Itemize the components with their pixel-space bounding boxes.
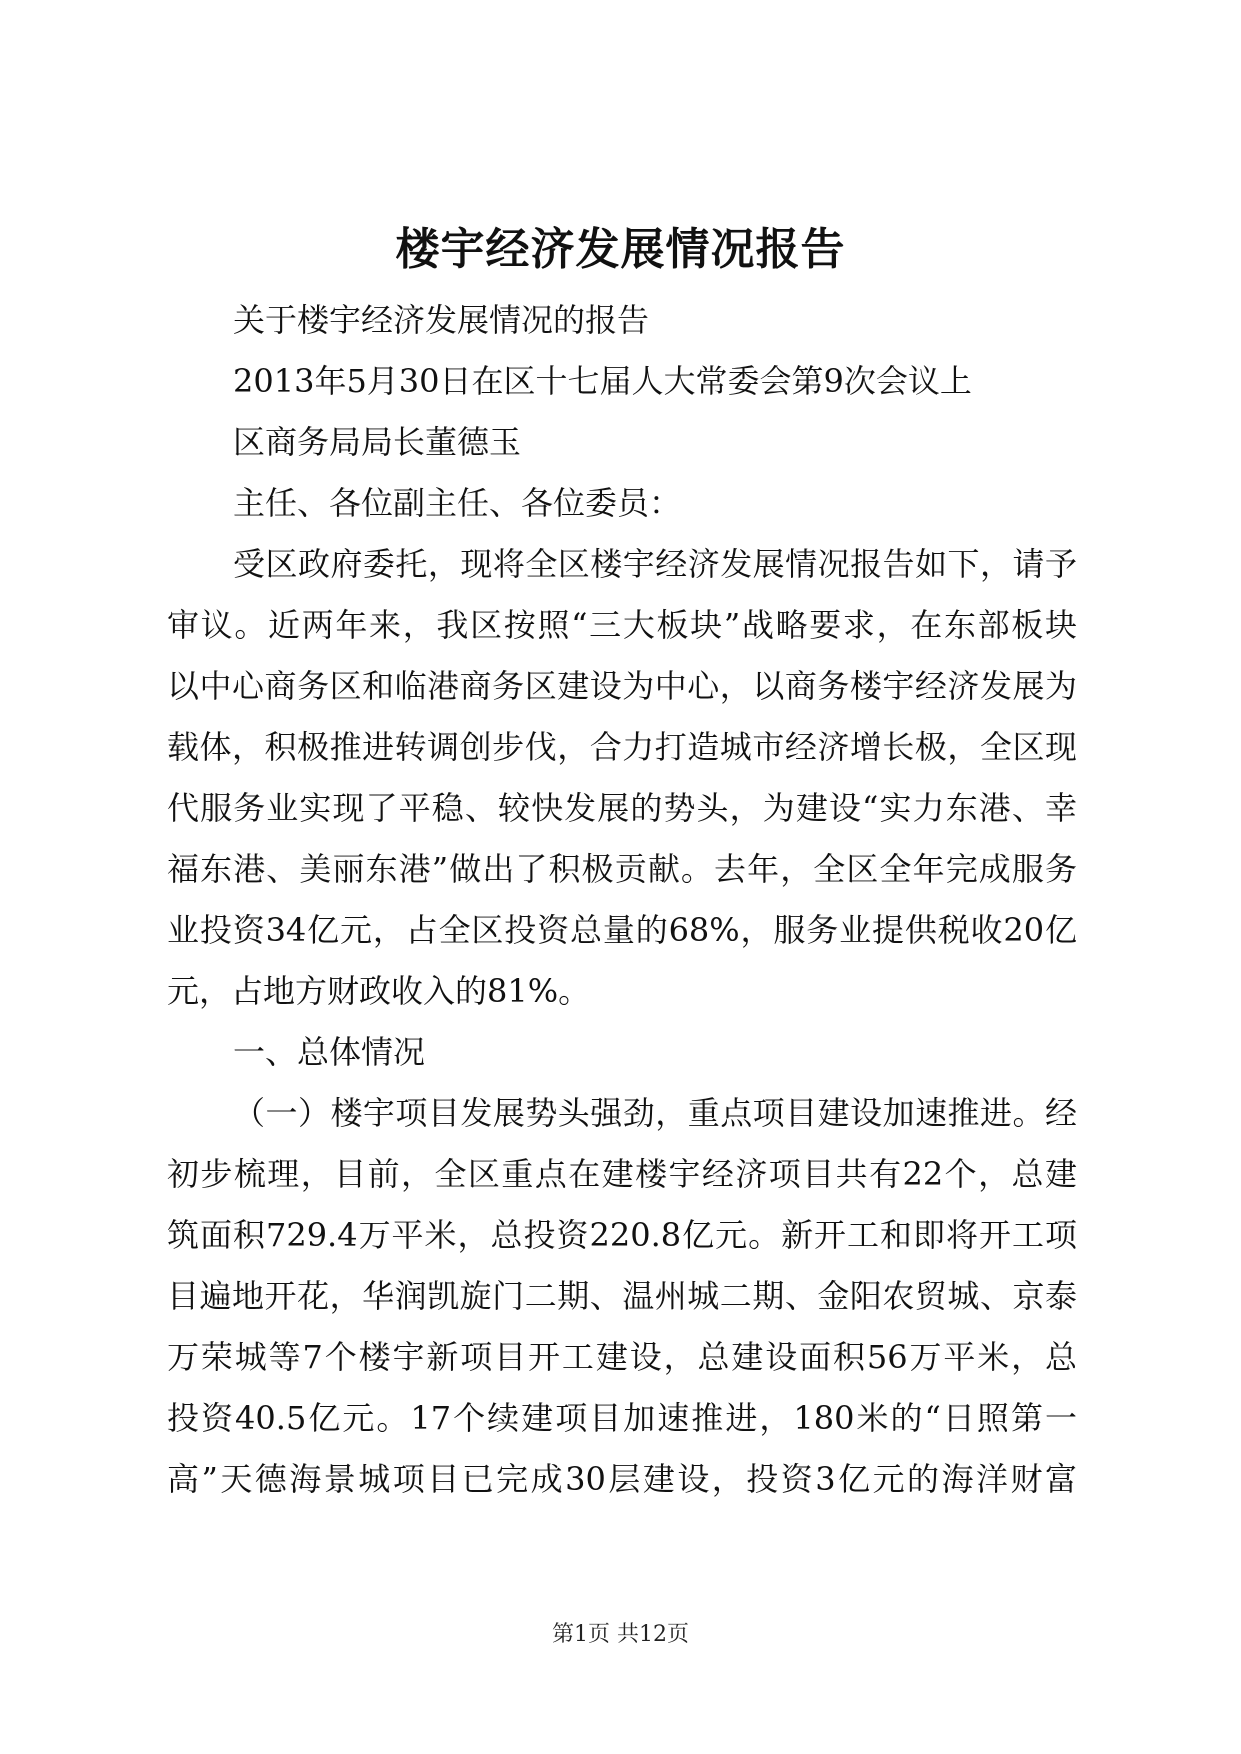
text-line: 关于楼宇经济发展情况的报告 — [233, 301, 650, 339]
text-line: 筑面积729.4万平米，总投资220.8亿元。新开工和即将开工项 — [167, 1216, 1077, 1254]
text-line: 以中心商务区和临港商务区建设为中心，以商务楼宇经济发展为 — [167, 667, 1077, 705]
text-line: 代服务业实现了平稳、较快发展的势头，为建设“实力东港、幸 — [167, 789, 1077, 827]
text-line: 元，占地方财政收入的81%。 — [167, 972, 591, 1010]
text-line: 审议。近两年来，我区按照“三大板块”战略要求，在东部板块 — [167, 606, 1077, 644]
document-body — [167, 290, 1077, 1510]
page-number-footer: 第1页 共12页 — [552, 1622, 689, 1647]
document-title: 楼宇经济发展情况报告 — [395, 224, 846, 275]
text-line: 目遍地开花，华润凯旋门二期、温州城二期、金阳农贸城、京泰 — [167, 1277, 1077, 1315]
text-line: 业投资34亿元，占全区投资总量的68%，服务业提供税收20亿 — [167, 911, 1077, 949]
text-line: 高”天德海景城项目已完成30层建设，投资3亿元的海洋财富 — [167, 1460, 1077, 1498]
text-line: 2013年5月30日在区十七届人大常委会第9次会议上 — [233, 362, 972, 400]
text-line: （一）楼宇项目发展势头强劲，重点项目建设加速推进。经 — [233, 1094, 1077, 1132]
text-line: 载体，积极推进转调创步伐，合力打造城市经济增长极，全区现 — [167, 728, 1077, 766]
text-line: 区商务局局长董德玉 — [233, 423, 522, 461]
text-line: 受区政府委托，现将全区楼宇经济发展情况报告如下，请予 — [233, 545, 1077, 583]
text-line: 福东港、美丽东港”做出了积极贡献。去年，全区全年完成服务 — [167, 850, 1077, 888]
text-line: 万荣城等7个楼宇新项目开工建设，总建设面积56万平米，总 — [167, 1338, 1077, 1376]
text-line: 主任、各位副主任、各位委员： — [233, 484, 682, 522]
text-line: 初步梳理，目前，全区重点在建楼宇经济项目共有22个，总建 — [167, 1155, 1077, 1193]
text-line: 投资40.5亿元。17个续建项目加速推进，180米的“日照第一 — [167, 1399, 1077, 1437]
section-heading: 一、总体情况 — [233, 1033, 426, 1071]
